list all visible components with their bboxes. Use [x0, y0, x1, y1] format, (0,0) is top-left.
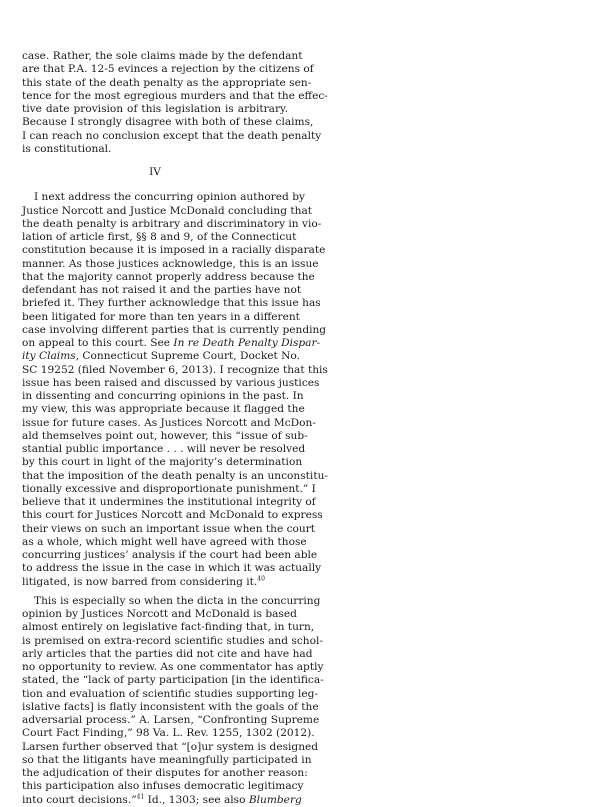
text-run: , Connecticut Supreme Court, Docket No.: [75, 350, 300, 363]
text-line: almost entirely on legislative fact-finding that, in turn,: [22, 621, 315, 634]
text-line: concurring justices’ analysis if the court had been able: [22, 549, 318, 561]
text-line: manner. As those justices acknowledge, this is an issue: [22, 257, 319, 270]
paragraph-dicta: [22, 594, 324, 807]
case-name: Blumberg: [248, 793, 302, 806]
text-line: is premised on extra-record scientific studies and schol-: [22, 634, 323, 647]
text-line: This is especially so when the dicta in the concurring: [34, 594, 321, 607]
text-line: case. Rather, the sole claims made by the defendant: [22, 50, 303, 62]
text-line: Justice Norcott and Justice McDonald concluding that: [22, 204, 313, 217]
text-line: Larsen further observed that “[o]ur system is designed: [22, 740, 319, 753]
text-line: in dissenting and concurring opinions in the past. In: [22, 390, 304, 402]
text-line: tionally excessive and disproportionate punishment.” I: [22, 482, 316, 495]
paragraph-intro: [22, 0, 328, 156]
text-line: by this court in light of the majority’s determination: [22, 456, 303, 469]
text-line: arly articles that the parties did not cite and have had: [22, 647, 313, 660]
text-run: on appeal to this court. See: [22, 337, 174, 349]
text-run: litigated, is now barred from considering it.: [22, 575, 258, 588]
text-line: stantial public importance . . . will never be resolved: [22, 443, 306, 455]
section-heading: IV: [149, 166, 161, 178]
case-name: In re Death Penalty Dispar-: [173, 337, 321, 349]
text-line: islative facts] is flatly inconsistent with the goals of the: [22, 700, 319, 713]
paragraph-concurring: [22, 191, 328, 589]
text-line: as a whole, which might well have agreed with those: [22, 535, 307, 548]
text-run: Id., 1303; see also: [144, 793, 249, 806]
text-line: I can reach no conclusion except that the death penalty: [22, 129, 322, 142]
text-line: Court Fact Finding,” 98 Va. L. Rev. 1255, 1302 (2012).: [22, 727, 315, 740]
text-line: are that P.A. 12-5 evinces a rejection by the citizens of: [22, 63, 314, 76]
text-line: [22, 576, 288, 589]
text-column: [22, 0, 328, 807]
text-line: [22, 350, 300, 363]
text-line: tence for the most egregious murders and that the effec-: [22, 89, 328, 102]
text-line: this state of the death penalty as the appropriate sen-: [22, 76, 312, 89]
text-line: stated, the “lack of party participation [in the identifica-: [22, 674, 324, 687]
text-line: I next address the concurring opinion authored by: [34, 191, 305, 204]
text-run: into court decisions.”: [22, 793, 137, 806]
text-line: tion and evaluation of scientific studies supporting leg-: [22, 687, 318, 700]
case-name: ity Claims: [22, 350, 76, 363]
footnote-marker[interactable]: 41: [136, 792, 145, 800]
text-line: issue for future cases. As Justices Norcott and McDon-: [22, 416, 316, 429]
text-line: believe that it undermines the institutional integrity of: [22, 496, 316, 508]
text-line: my view, this was appropriate because it flagged the: [22, 403, 305, 416]
text-line: [22, 792, 302, 807]
text-line: Because I strongly disagree with both of these claims,: [22, 116, 314, 129]
footnote-marker[interactable]: 40: [257, 574, 265, 582]
text-line: [22, 337, 321, 350]
text-line: that the majority cannot properly address because the: [22, 270, 315, 283]
text-line: briefed it. They further acknowledge that this issue has: [22, 297, 321, 310]
text-line: their views on such an important issue when the court: [22, 522, 316, 535]
text-line: lation of article first, §§ 8 and 9, of the Connecticut: [22, 231, 297, 243]
text-line: this participation also infuses democratic legitimacy: [22, 780, 304, 793]
text-line: opinion by Justices Norcott and McDonald is based: [22, 608, 297, 620]
text-line: been litigated for more than ten years in a different: [22, 310, 300, 323]
text-line: tive date provision of this legislation is arbitrary.: [22, 103, 288, 115]
text-line: to address the issue in the case in which it was actually: [22, 562, 322, 575]
text-line: is constitutional.: [22, 142, 112, 155]
text-line: adversarial process.” A. Larsen, “Confronting Supreme: [22, 714, 320, 726]
text-line: so that the litigants have meaningfully participated in: [22, 753, 312, 766]
text-line: constitution because it is imposed in a racially disparate: [22, 244, 326, 257]
text-line: the adjudication of their disputes for another reason:: [22, 767, 308, 779]
text-line: the death penalty is arbitrary and discriminatory in vio-: [22, 217, 322, 230]
text-line: that the imposition of the death penalty is an unconstitu-: [22, 469, 328, 482]
text-line: defendant has not raised it and the parties have not: [22, 284, 302, 296]
text-line: issue has been raised and discussed by various justices: [22, 376, 320, 389]
text-line: case involving different parties that is currently pending: [22, 323, 327, 336]
text-line: this court for Justices Norcott and McDonald to express: [22, 509, 323, 522]
text-line: ald themselves point out, however, this “issue of sub-: [22, 429, 308, 442]
text-line: SC 19252 (filed November 6, 2013). I recognize that this: [22, 363, 328, 376]
text-line: no opportunity to review. As one commentator has aptly: [22, 661, 324, 673]
